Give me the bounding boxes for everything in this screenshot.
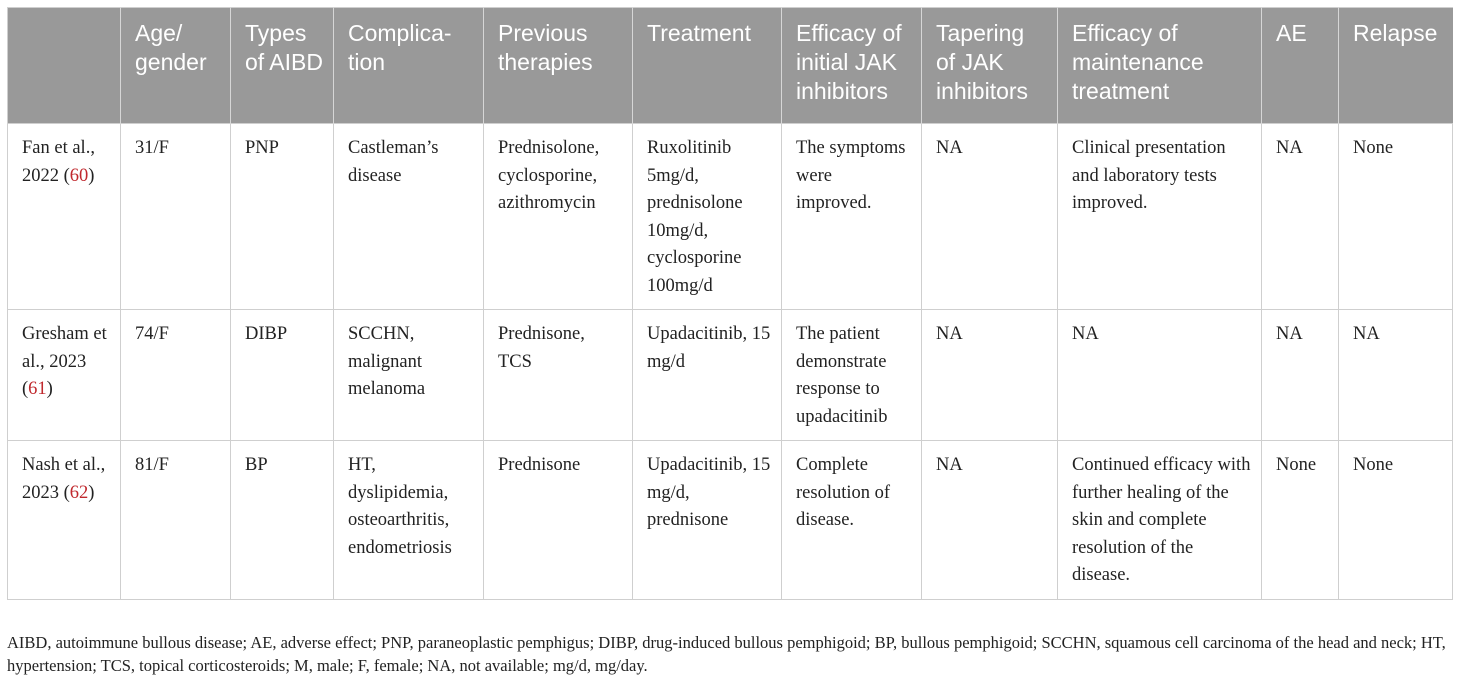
header-cell-study <box>8 8 121 124</box>
data-table <box>7 7 1453 600</box>
treatment-cell: Upadacitinib, 15 mg/d, prednisone <box>633 441 782 600</box>
citation-close: ) <box>88 482 95 503</box>
study-cell <box>8 124 121 310</box>
table-row <box>8 441 1453 600</box>
maintenance-efficacy-cell: Clinical presentation and laboratory tests improved. <box>1058 124 1262 310</box>
table-row <box>8 310 1453 441</box>
maintenance-efficacy-cell: NA <box>1058 310 1262 441</box>
header-row <box>8 8 1453 124</box>
initial-efficacy-cell: The symptoms were improved. <box>782 124 922 310</box>
header-cell-relapse: Relapse <box>1339 8 1453 124</box>
header-cell-tapering: Tapering of JAK inhibitors <box>922 8 1058 124</box>
complication-cell: SCCHN, malignant melanoma <box>334 310 484 441</box>
study-citation-text: Nash et al., 2023 ( <box>22 455 106 503</box>
table-row <box>8 124 1453 310</box>
table-container <box>7 7 1452 600</box>
study-citation-text: Gresham et al., 2023 ( <box>22 324 107 399</box>
treatment-cell: Upadacitinib, 15 mg/d <box>633 310 782 441</box>
initial-efficacy-cell: Complete resolution of disease. <box>782 441 922 600</box>
treatment-cell: Ruxolitinib 5mg/d, prednisolone 10mg/d, cyclosporine 100mg/d <box>633 124 782 310</box>
study-citation-text: Fan et al., 2022 ( <box>22 138 95 186</box>
maintenance-efficacy-cell: Continued efficacy with further healing of the skin and complete resolution of the disease. <box>1058 441 1262 600</box>
previous-therapies-cell: Prednisolone, cyclosporine, azithromycin <box>484 124 633 310</box>
header-cell-maintenance-efficacy: Efficacy of maintenance treatment <box>1058 8 1262 124</box>
header-cell-aibd-type: Types of AIBD <box>231 8 334 124</box>
age-gender-cell: 31/F <box>121 124 231 310</box>
header-cell-complication: Complica- tion <box>334 8 484 124</box>
ae-cell: NA <box>1262 124 1339 310</box>
aibd-type-cell: DIBP <box>231 310 334 441</box>
tapering-cell: NA <box>922 310 1058 441</box>
aibd-type-cell: BP <box>231 441 334 600</box>
relapse-cell: NA <box>1339 310 1453 441</box>
age-gender-cell: 74/F <box>121 310 231 441</box>
relapse-cell: None <box>1339 124 1453 310</box>
ae-cell: None <box>1262 441 1339 600</box>
reference-link[interactable]: 60 <box>69 165 89 186</box>
citation-close: ) <box>46 379 53 399</box>
previous-therapies-cell: Prednisone <box>484 441 633 600</box>
citation-close: ) <box>88 165 95 186</box>
ae-cell: NA <box>1262 310 1339 441</box>
tapering-cell: NA <box>922 441 1058 600</box>
header-cell-ae: AE <box>1262 8 1339 124</box>
initial-efficacy-cell: The patient demonstrate response to upadacitinib <box>782 310 922 441</box>
relapse-cell: None <box>1339 441 1453 600</box>
previous-therapies-cell: Prednisone, TCS <box>484 310 633 441</box>
complication-cell: HT, dyslipidemia, osteoarthritis, endometriosis <box>334 441 484 600</box>
complication-cell: Castleman’s disease <box>334 124 484 310</box>
header-cell-treatment: Treatment <box>633 8 782 124</box>
header-cell-previous-therapies: Previous therapies <box>484 8 633 124</box>
reference-link[interactable]: 61 <box>28 379 47 399</box>
study-cell <box>8 310 121 441</box>
table-footnote: AIBD, autoimmune bullous disease; AE, adverse effect; PNP, paraneoplastic pemphigus; DIBP, drug-induced bullous pemphigoid; BP, bullous pemphigoid; SCCHN, squamous cell carcinoma of the head and neck; HT, hypertension; TCS, topical corticosteroids; M, male; F, female; NA, not available; mg/d, mg/day. <box>7 633 1446 675</box>
reference-link[interactable]: 62 <box>69 482 89 503</box>
header-cell-initial-efficacy: Efficacy of initial JAK inhibitors <box>782 8 922 124</box>
study-cell <box>8 441 121 600</box>
tapering-cell: NA <box>922 124 1058 310</box>
aibd-type-cell: PNP <box>231 124 334 310</box>
age-gender-cell: 81/F <box>121 441 231 600</box>
header-cell-age-gender: Age/ gender <box>121 8 231 124</box>
